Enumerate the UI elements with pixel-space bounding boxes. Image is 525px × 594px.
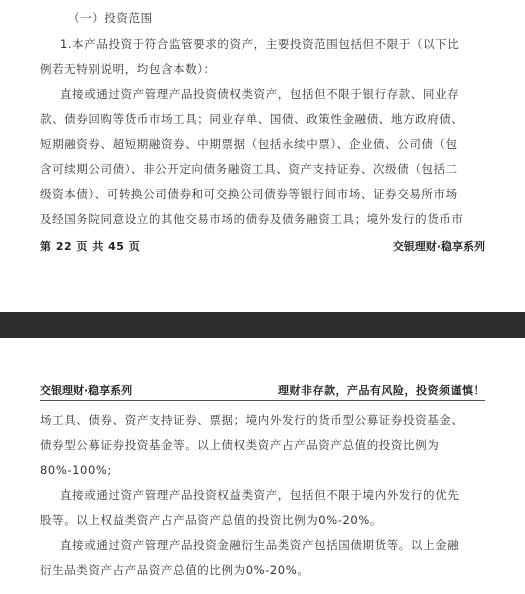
risk-notice: 理财非存款，产品有风险，投资须谨慎！ bbox=[278, 384, 485, 397]
paragraph-line: 衍生品类资产占产品资产总值的比例为0%-20%。 bbox=[40, 563, 310, 577]
paragraph-line: 债券型公募证券投资基金等。以上债权类资产占产品资产总值的投资比例为 bbox=[40, 438, 440, 452]
paragraph-line: 含可续期公司债）、非公开定向债务融资工具、资产支持证券、次级债（包括二 bbox=[40, 162, 458, 176]
paragraph-line: 股等。以上权益类资产占产品资产总值的投资比例为0%-20%。 bbox=[40, 513, 382, 527]
paragraph-line: 款、债券回购等货币市场工具；同业存单、国债、政策性金融债、地方政府债、 bbox=[40, 112, 464, 126]
paragraph-line: 直接或通过资产管理产品投资权益类资产，包括但不限于境内外发行的优先 bbox=[60, 488, 460, 502]
paragraph-line: 级资本债）、可转换公司债券和可交换公司债券等银行间市场、证券交易所市场 bbox=[40, 187, 458, 201]
paragraph-line: 1.本产品投资于符合监管要求的资产，主要投资范围包括但不限于（以下比 bbox=[60, 37, 460, 51]
footer-series-name: 交银理财·稳享系列 bbox=[392, 240, 485, 253]
page-header bbox=[40, 382, 485, 398]
paragraph-line: 及经国务院同意设立的其他交易市场的债券及债务融资工具；境外发行的货币市 bbox=[40, 212, 464, 226]
paragraph-line: 直接或通过资产管理产品投资金融衍生品类资产包括国债期货等。以上金融 bbox=[60, 538, 460, 552]
paragraph-line: 80%-100%; bbox=[40, 463, 112, 477]
paragraph-line: 短期融资券、超短期融资券、中期票据（包括永续中票）、企业债、公司债（包 bbox=[40, 137, 458, 151]
header-series-name: 交银理财·稳享系列 bbox=[40, 384, 133, 397]
page-footer bbox=[40, 238, 485, 254]
header-divider bbox=[40, 400, 485, 401]
paragraph-line: 直接或通过资产管理产品投资债权类资产，包括但不限于银行存款、同业存 bbox=[60, 87, 460, 101]
paragraph-line: 场工具、债券、资产支持证券、票据；境内外发行的货币型公募证券投资基金、 bbox=[40, 413, 464, 427]
page-separator bbox=[0, 312, 525, 338]
paragraph-line: 例若无特别说明，均包含本数）： bbox=[40, 62, 216, 76]
page-number: 第 22 页 共 45 页 bbox=[40, 240, 141, 253]
document-page-23 bbox=[0, 338, 525, 594]
section-heading: （一）投资范围 bbox=[68, 11, 153, 25]
